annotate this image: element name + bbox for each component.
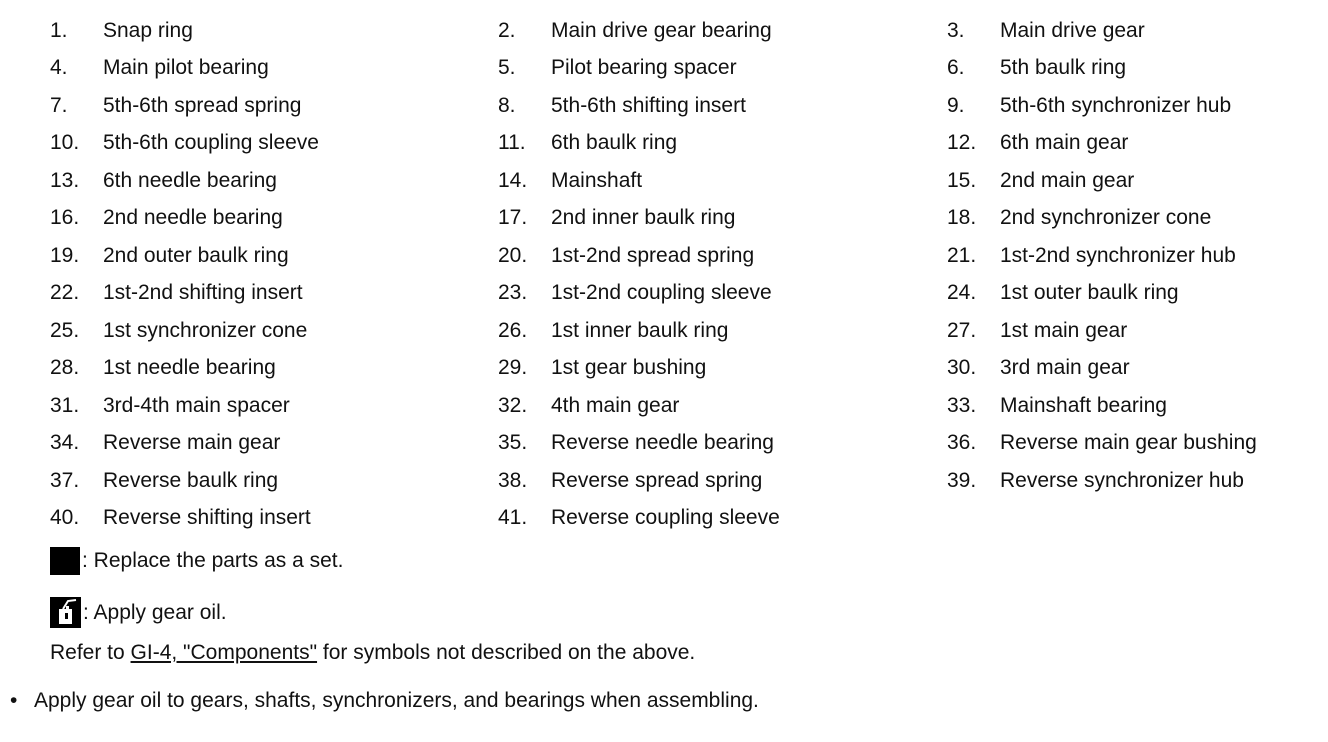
part-number: 15. [947, 168, 977, 192]
part-item [898, 237, 1278, 275]
part-name: Reverse synchronizer hub [1000, 468, 1244, 492]
part-name: 5th-6th synchronizer hub [1000, 93, 1232, 117]
part-name: Mainshaft [551, 168, 643, 192]
part-item [449, 200, 898, 238]
part-item [898, 275, 1278, 313]
components-link[interactable]: GI-4, "Components" [130, 641, 318, 664]
part-item [449, 500, 898, 538]
part-name: 5th-6th spread spring [103, 93, 302, 117]
legend-set-text: : Replace the parts as a set. [82, 549, 344, 572]
part-number: 3. [947, 18, 965, 42]
legend-oil [50, 597, 227, 628]
part-item [0, 162, 449, 200]
part-item [0, 425, 449, 463]
part-item [898, 462, 1278, 500]
part-number: 21. [947, 243, 977, 267]
part-number: 7. [50, 93, 68, 117]
part-name: Reverse main gear bushing [1000, 431, 1257, 455]
part-name: 5th-6th shifting insert [551, 93, 746, 117]
part-number: 41. [498, 506, 528, 530]
part-item [0, 275, 449, 313]
reference-suffix: for symbols not described on the above. [317, 641, 696, 664]
part-name: Pilot bearing spacer [551, 56, 737, 80]
part-number: 24. [947, 281, 977, 305]
part-number: 29. [498, 356, 528, 380]
part-item [0, 50, 449, 88]
part-item [449, 50, 898, 88]
legend-set [50, 547, 343, 575]
part-name: 2nd main gear [1000, 168, 1135, 192]
part-number: 31. [50, 393, 80, 417]
part-name: Reverse baulk ring [103, 468, 279, 492]
part-name: 4th main gear [551, 393, 680, 417]
part-number: 18. [947, 206, 977, 230]
part-name: 3rd main gear [1000, 356, 1130, 380]
part-name: Mainshaft bearing [1000, 393, 1167, 417]
part-number: 33. [947, 393, 977, 417]
part-name: 2nd synchronizer cone [1000, 206, 1212, 230]
part-item [449, 350, 898, 388]
part-item [449, 387, 898, 425]
part-item [898, 350, 1278, 388]
part-number: 12. [947, 131, 977, 155]
bullet-icon: • [10, 689, 18, 712]
part-item [449, 462, 898, 500]
part-name: Main drive gear [1000, 18, 1145, 42]
part-name: Reverse needle bearing [551, 431, 774, 455]
part-name: Reverse spread spring [551, 468, 763, 492]
part-item [449, 12, 898, 50]
part-item [0, 462, 449, 500]
part-item [898, 50, 1278, 88]
part-name: 2nd outer baulk ring [103, 243, 289, 267]
part-number: 25. [50, 318, 80, 342]
part-number: 17. [498, 206, 528, 230]
part-item [898, 200, 1278, 238]
part-item [0, 237, 449, 275]
part-number: 19. [50, 243, 80, 267]
part-number: 32. [498, 393, 528, 417]
part-name: Reverse shifting insert [103, 506, 311, 530]
part-number: 37. [50, 468, 80, 492]
part-item [449, 125, 898, 163]
part-name: Main drive gear bearing [551, 18, 772, 42]
oil-can-icon [50, 597, 81, 628]
part-item [0, 500, 449, 538]
part-number: 1. [50, 18, 68, 42]
part-name: 1st inner baulk ring [551, 318, 729, 342]
reference-line [50, 641, 695, 665]
part-item [898, 425, 1278, 463]
part-item [449, 87, 898, 125]
part-number: 20. [498, 243, 528, 267]
assembly-note [10, 689, 759, 713]
part-number: 40. [50, 506, 80, 530]
part-name: 1st-2nd coupling sleeve [551, 281, 772, 305]
part-name: 1st synchronizer cone [103, 318, 308, 342]
parts-list [0, 12, 1278, 537]
part-item [898, 12, 1278, 50]
part-name: 2nd needle bearing [103, 206, 283, 230]
filled-square-icon [50, 547, 80, 575]
part-item [898, 312, 1278, 350]
part-item [898, 387, 1278, 425]
part-item [0, 312, 449, 350]
part-number: 34. [50, 431, 80, 455]
part-number: 13. [50, 168, 80, 192]
part-name: 1st-2nd shifting insert [103, 281, 303, 305]
part-name: 1st gear bushing [551, 356, 707, 380]
part-item [898, 87, 1278, 125]
part-item [0, 125, 449, 163]
part-item [0, 200, 449, 238]
part-number: 36. [947, 431, 977, 455]
part-item [0, 87, 449, 125]
part-item [449, 425, 898, 463]
part-name: 3rd-4th main spacer [103, 393, 290, 417]
part-number: 16. [50, 206, 80, 230]
part-name: 6th needle bearing [103, 168, 277, 192]
part-name: Reverse main gear [103, 431, 281, 455]
part-item [0, 12, 449, 50]
part-number: 11. [498, 131, 526, 155]
part-item [0, 387, 449, 425]
part-number: 4. [50, 56, 68, 80]
legend-oil-text: : Apply gear oil. [83, 600, 227, 624]
part-number: 14. [498, 168, 528, 192]
part-number: 10. [50, 131, 80, 155]
part-number: 5. [498, 56, 516, 80]
part-number: 28. [50, 356, 80, 380]
part-item [449, 237, 898, 275]
part-number: 26. [498, 318, 528, 342]
part-name: 1st main gear [1000, 318, 1128, 342]
part-item [449, 312, 898, 350]
part-name: 6th baulk ring [551, 131, 678, 155]
part-name: 1st outer baulk ring [1000, 281, 1179, 305]
part-number: 22. [50, 281, 80, 305]
part-item [898, 125, 1278, 163]
part-number: 27. [947, 318, 977, 342]
part-number: 39. [947, 468, 977, 492]
part-number: 8. [498, 93, 516, 117]
part-name: 1st-2nd spread spring [551, 243, 755, 267]
part-name: 2nd inner baulk ring [551, 206, 736, 230]
part-number: 35. [498, 431, 528, 455]
part-name: Main pilot bearing [103, 56, 269, 80]
part-name: 5th-6th coupling sleeve [103, 131, 319, 155]
assembly-note-text: Apply gear oil to gears, shafts, synchronizers, and bearings when assembling. [34, 689, 759, 712]
part-name: 1st-2nd synchronizer hub [1000, 243, 1236, 267]
part-item [0, 350, 449, 388]
part-number: 38. [498, 468, 528, 492]
part-item [449, 162, 898, 200]
part-name: 5th baulk ring [1000, 56, 1127, 80]
part-number: 9. [947, 93, 965, 117]
part-item [449, 275, 898, 313]
part-name: Reverse coupling sleeve [551, 506, 780, 530]
part-name: 6th main gear [1000, 131, 1129, 155]
part-number: 2. [498, 18, 516, 42]
part-number: 23. [498, 281, 528, 305]
part-name: 1st needle bearing [103, 356, 276, 380]
part-name: Snap ring [103, 18, 193, 42]
part-number: 30. [947, 356, 977, 380]
reference-prefix: Refer to [50, 641, 131, 664]
part-number: 6. [947, 56, 965, 80]
part-item [898, 162, 1278, 200]
